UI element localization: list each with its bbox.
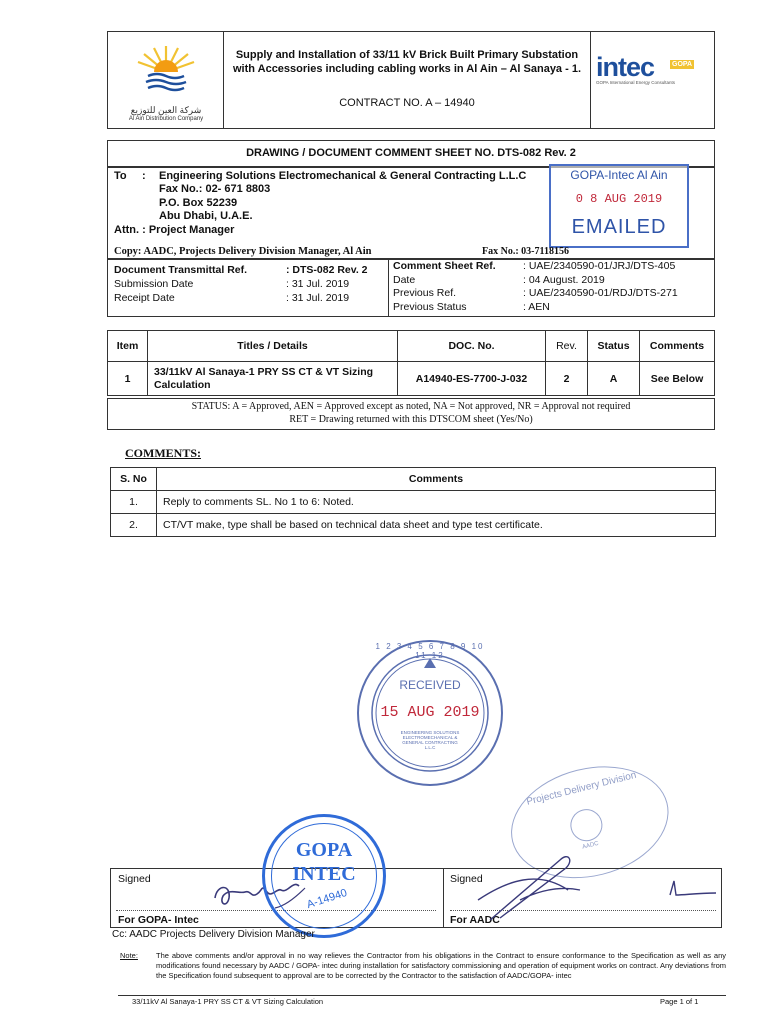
intec-logo-text: intec (596, 52, 655, 82)
transmittal-label: Submission Date (114, 278, 194, 290)
emailed-stamp-word: EMAILED (571, 216, 667, 238)
comment-sheet-label: Date (393, 273, 416, 286)
to-label: To (114, 170, 127, 182)
for-aadc: For AADC (450, 914, 500, 926)
contract-number: CONTRACT NO. A – 14940 (339, 97, 475, 109)
received-stamp-ring-numbers: 1 2 3 4 5 6 7 8 9 10 11 12 (375, 642, 485, 660)
transmittal-row (114, 278, 384, 292)
col-item: Item (108, 331, 148, 362)
comments-heading: COMMENTS: (125, 446, 201, 460)
gopa-intec-stamp (262, 814, 386, 938)
received-stamp-date: 15 AUG 2019 (380, 704, 480, 721)
item-title: 33/11kV Al Sanaya-1 PRY SS CT & VT Sizing Calculation (148, 362, 398, 396)
col-doc-no: DOC. No. (398, 331, 546, 362)
received-stamp (355, 638, 505, 788)
transmittal-label: Document Transmittal Ref. (114, 264, 248, 276)
transmittal-row (114, 292, 384, 306)
items-table (107, 330, 715, 396)
col-comment-text: Comments (157, 468, 716, 491)
gopa-stamp-line2: INTEC (292, 863, 356, 885)
footer-right: Page 1 of 1 (660, 997, 699, 1006)
transmittal-value: : 31 Jul. 2019 (286, 292, 350, 304)
company-arabic-name: شركة العين للتوزيع (130, 105, 202, 115)
signed-label-left: Signed (118, 873, 151, 885)
emailed-stamp-org: GOPA-Intec Al Ain (570, 168, 668, 182)
comments-table-header (111, 468, 716, 491)
table-row (108, 362, 715, 396)
cc-line: Cc: AADC Projects Delivery Division Manager (112, 929, 315, 940)
item-comments: See Below (640, 362, 715, 396)
item-doc-no: A14940-ES-7700-J-032 (398, 362, 546, 396)
items-table-header (108, 331, 715, 362)
note-label: Note: (120, 951, 138, 960)
signed-label-right: Signed (450, 873, 483, 885)
header-divider-left (223, 31, 224, 129)
comment-text: Reply to comments SL. No 1 to 6: Noted. (157, 491, 716, 514)
transmittal-divider (388, 259, 389, 317)
footer-rule (118, 995, 726, 996)
table-row (111, 491, 716, 514)
project-title: Supply and Installation of 33/11 kV Brick Built Primary Substation with Accessories including cabling works in Al Ain – Al Sanaya - 1. (232, 49, 581, 75)
signature-divider (443, 868, 444, 928)
comment-sheet-value: : UAE/2340590-01/RDJ/DTS-271 (523, 287, 678, 299)
comment-sheet-label: Previous Status (393, 300, 467, 313)
transmittal-value: : 31 Jul. 2019 (286, 278, 350, 290)
transmittal-label: Receipt Date (114, 292, 175, 304)
comment-sheet-row (393, 274, 713, 288)
comments-table (110, 467, 716, 537)
recipient-company: Engineering Solutions Electromechanical & General Contracting L.L.C (159, 170, 527, 182)
footer-left: 33/11kV Al Sanaya-1 PRY SS CT & VT Sizing Calculation (132, 997, 324, 1006)
for-gopa-intec: For GOPA- Intec (118, 914, 199, 926)
received-stamp-word: RECEIVED (399, 678, 461, 692)
status-legend-line2: RET = Drawing returned with this DTSCOM sheet (Yes/No) (289, 414, 533, 425)
comment-sheet-value: : 04 August. 2019 (523, 273, 605, 286)
col-rev: Rev. (546, 331, 588, 362)
comment-sheet-row (393, 301, 713, 315)
emailed-stamp-date: 0 8 AUG 2019 (575, 192, 663, 206)
comment-sheet-label: Previous Ref. (393, 287, 457, 299)
to-colon: : (142, 170, 146, 182)
comment-sheet-info (393, 260, 713, 314)
transmittal-left (114, 264, 384, 306)
comment-sheet-value: : UAE/2340590-01/JRJ/DTS-405 (523, 260, 676, 272)
division-stamp-small: AADC (581, 840, 600, 851)
recipient-fax: Fax No.: 02- 671 8803 (159, 183, 271, 195)
comment-number: 2. (111, 514, 157, 537)
col-status: Status (588, 331, 640, 362)
gopa-stamp-line3: A-14940 (305, 886, 349, 912)
item-rev: 2 (546, 362, 588, 396)
comment-sheet-value: : AEN (523, 300, 550, 313)
transmittal-row (114, 264, 384, 278)
transmittal-value: : DTS-082 Rev. 2 (286, 264, 368, 276)
col-sno: S. No (111, 468, 157, 491)
table-row (111, 514, 716, 537)
comment-sheet-row (393, 287, 713, 301)
col-title: Titles / Details (148, 331, 398, 362)
comment-text: CT/VT make, type shall be based on technical data sheet and type test certificate. (157, 514, 716, 537)
sheet-title: DRAWING / DOCUMENT COMMENT SHEET NO. DTS-082 Rev. 2 (246, 147, 576, 159)
emailed-stamp (549, 164, 689, 248)
received-stamp-company: ENGINEERING SOLUTIONS ELECTROMECHANICAL & GENERAL CONTRACTING L.L.C (400, 730, 460, 750)
division-stamp-text: Projects Delivery Division (525, 769, 638, 808)
copy-line: Copy: AADC, Projects Delivery Division Manager, Al Ain (114, 246, 372, 257)
comment-number: 1. (111, 491, 157, 514)
company-name: Al Ain Distribution Company (128, 116, 204, 122)
gopa-badge: GOPA (672, 61, 693, 68)
signature-scribble-right-icon (470, 840, 730, 930)
recipient-city: Abu Dhabi, U.A.E. (159, 210, 253, 222)
col-comments: Comments (640, 331, 715, 362)
copy-fax: Fax No.: 03-7118156 (482, 246, 569, 257)
item-status: A (588, 362, 640, 396)
item-number: 1 (108, 362, 148, 396)
status-legend-line1: STATUS: A = Approved, AEN = Approved except as noted, NA = Not approved, NR = Approval not required (191, 401, 631, 412)
comment-sheet-row (393, 260, 713, 274)
aadc-logo (114, 40, 218, 120)
gopa-stamp-line1: GOPA (295, 839, 353, 861)
intec-logo (596, 52, 710, 102)
intec-logo-subtitle: GOPA International Energy Consultants (596, 80, 675, 85)
header-divider-right (590, 31, 591, 129)
attention-line: Attn. : Project Manager (114, 224, 235, 236)
note-text: The above comments and/or approval in no way relieves the Contractor from his obligations in the Contract to ensure conformance to the Specification as well as any modifications found necessary by AADC / GOPA- intec during installation for satisfactory commissioning and operation of equipment works on contract. Any deviations from the Specification found subsequent to approval are to be corrected by the Contractor to the satisfaction of AADC/GOPA- intec (156, 951, 726, 980)
comment-sheet-label: Comment Sheet Ref. (393, 260, 496, 272)
recipient-po-box: P.O. Box 52239 (159, 197, 238, 209)
sun-logo-icon (114, 40, 218, 102)
